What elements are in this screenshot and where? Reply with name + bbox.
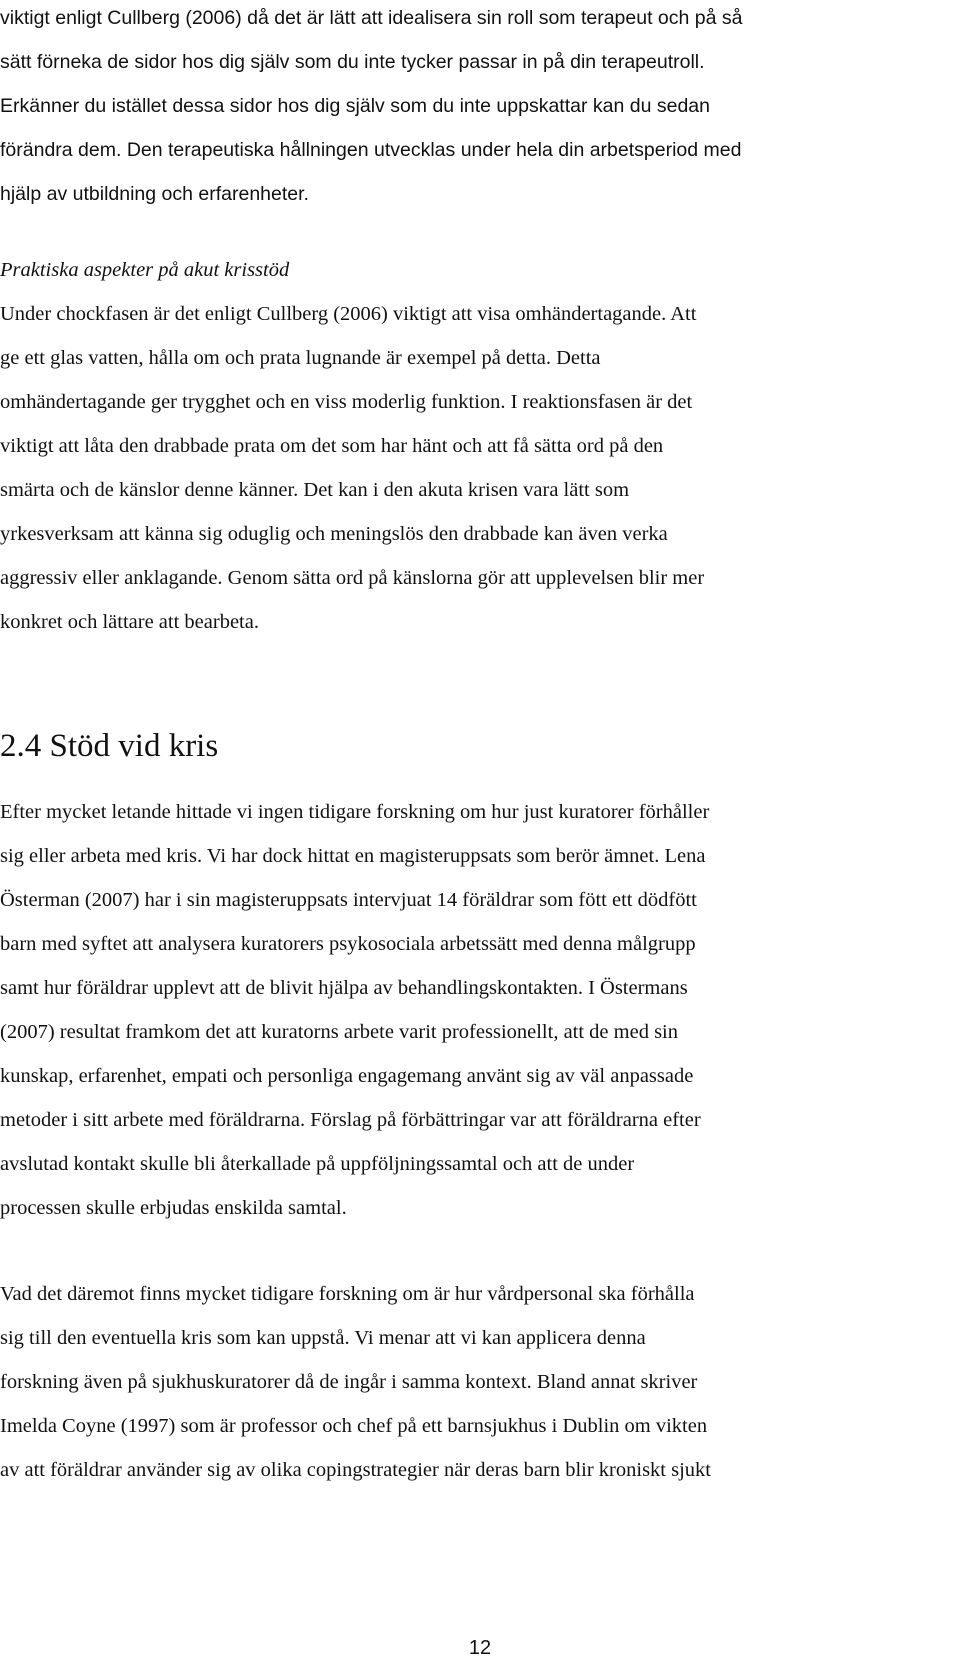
intro-paragraph: viktigt enligt Cullberg (2006) då det är lätt att idealisera sin roll som terapeut och på så sätt förneka de sidor hos dig själv som du inte tycker passar in på din terapeutroll. Erkänner du istället dessa sidor hos dig själv som du inte uppskattar kan du sedan förändra dem. Den terapeutiska hållningen utvecklas under hela din arbetsperiod med hjälp av utbildning och erfarenheter.: [0, 7, 743, 205]
page-number: 12: [468, 1637, 492, 1659]
section-paragraph-1: Efter mycket letande hittade vi ingen tidigare forskning om hur just kuratorer förhåller sig eller arbeta med kris. Vi har dock hittat en magisteruppsats som berör ämnet. Lena Österman (2007) har i sin magisteruppsats intervjuat 14 föräldrar som fött ett dödfött barn med syftet att analysera kuratorers psykosociala arbetssätt med denna målgrupp samt hur föräldrar upplevt att de blivit hjälpa av behandlingskontakten. I Östermans (2007) resultat framkom det att kuratorns arbete varit professionellt, att de med sin kunskap, erfarenhet, empati och personliga engagemang använt sig av väl anpassade metoder i sitt arbete med föräldrarna. Förslag på förbättringar var att föräldrarna efter avslutad kontakt skulle bli återkallade på uppföljningssamtal och att de under processen skulle erbjudas enskilda samtal.: [0, 801, 710, 1219]
subsection-title: Praktiska aspekter på akut krisstöd: [0, 259, 290, 281]
section-heading: 2.4 Stöd vid kris: [0, 728, 219, 764]
subsection-paragraph: Under chockfasen är det enligt Cullberg (2006) viktigt att visa omhändertagande. Att ge ett glas vatten, hålla om och prata lugnande är exempel på detta. Detta omhändertagande ger trygghet och en viss moderlig funktion. I reaktionsfasen är det viktigt att låta den drabbade prata om det som har hänt och att få sätta ord på den smärta och de känslor denne känner. Det kan i den akuta krisen vara lätt som yrkesverksam att känna sig oduglig och meningslös den drabbade kan även verka aggressiv eller anklagande. Genom sätta ord på känslorna gör att upplevelsen blir mer konkret och lättare att bearbeta.: [0, 303, 705, 633]
section-paragraph-2: Vad det däremot finns mycket tidigare forskning om är hur vårdpersonal ska förhålla sig till den eventuella kris som kan uppstå. Vi menar att vi kan applicera denna forskning även på sjukhuskuratorer då de ingår i samma kontext. Bland annat skriver Imelda Coyne (1997) som är professor och chef på ett barnsjukhus i Dublin om vikten av att föräldrar använder sig av olika copingstrategier när deras barn blir kroniskt sjukt: [0, 1283, 711, 1481]
